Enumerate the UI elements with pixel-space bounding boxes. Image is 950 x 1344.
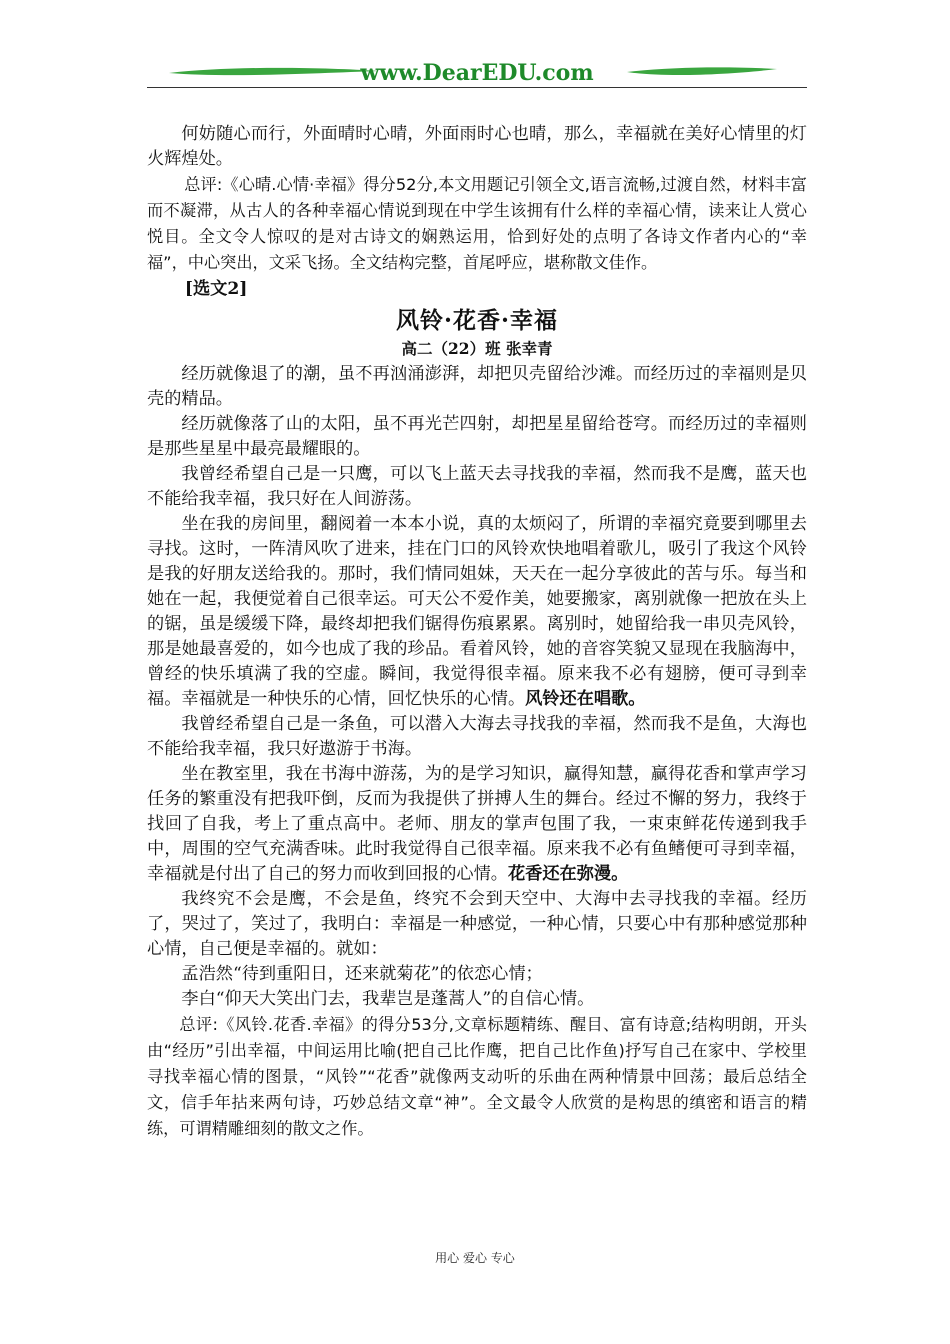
bold-phrase: 风铃还在唱歌。 (525, 689, 646, 709)
section-tag: [选文2] (184, 279, 248, 299)
bold-phrase: 花香还在弥漫。 (507, 864, 629, 884)
site-logo: www.DearEDU.com (360, 60, 594, 86)
paragraph: 经历就像落了山的太阳，虽不再光芒四射，却把星星留给苍穹。而经历过的幸福则是那些星星中最亮最耀眼的。 (147, 414, 807, 459)
page-header (147, 58, 807, 94)
paragraph (147, 762, 807, 887)
paragraph: 我曾经希望自己是一条鱼，可以潜入大海去寻找我的幸福，然而我不是鱼，大海也不能给我幸福，我只好遨游于书海。 (147, 714, 807, 759)
paragraph: 经历就像退了的潮，虽不再汹涌澎湃，却把贝壳留给沙滩。而经历过的幸福则是贝壳的精品。 (147, 364, 807, 409)
document-body (147, 122, 807, 1142)
paragraph-text: 坐在教室里，我在书海中游荡，为的是学习知识，赢得知慧，赢得花香和掌声学习任务的繁重没有把我吓倒，反而为我提供了拼搏人生的舞台。经过不懈的努力，我终于找回了自我，考上了重点高中。老师、朋友的掌声包围了我，一束束鲜花传递到我手中，周围的空气充满香味。此时我觉得自己很幸福。原来我不必有鱼鳍便可寻到幸福，幸福就是付出了自己的努力而收到回报的心情。 (147, 764, 807, 884)
paragraph: 何妨随心而行，外面晴时心晴，外面雨时心也晴，那么，幸福就在美好心情里的灯火辉煌处。 (147, 124, 807, 169)
review-paragraph: 总评:《心晴.心情·幸福》得分52分,本文用题记引领全文,语言流畅,过渡自然，材料丰富而不凝滞，从古人的各种幸福心情说到现在中学生该拥有什么样的幸福心情，读来让人赏心悦目。全文令人惊叹的是对古诗文的娴熟运用，恰到好处的点明了各诗文作者内心的“幸福”，中心突出，文采飞扬。全文结构完整，首尾呼应，堪称散文佳作。 (147, 175, 807, 272)
paragraph: 孟浩然“待到重阳日，还来就菊花”的依恋心情； (181, 964, 543, 984)
paragraph: 我曾经希望自己是一只鹰，可以飞上蓝天去寻找我的幸福，然而我不是鹰，蓝天也不能给我幸福，我只好在人间游荡。 (147, 464, 807, 509)
review-paragraph: 总评:《风铃.花香.幸福》的得分53分,文章标题精练、醒目、富有诗意;结构明朗，开头由“经历”引出幸福，中间运用比喻(把自己比作鹰，把自己比作鱼)抒写自己在家中、学校里寻找幸福心情的图景，“风铃”“花香”就像两支动听的乐曲在两种情景中回荡；最后总结全文，信手年拈来两句诗，巧妙总结文章“神”。全文最令人欣赏的是构思的缜密和语言的精练，可谓精雕细刻的散文之作。 (147, 1015, 807, 1138)
paragraph-text: 坐在我的房间里，翻阅着一本本小说，真的太烦闷了，所谓的幸福究竟要到哪里去寻找。这时，一阵清风吹了进来，挂在门口的风铃欢快地唱着歌儿，吸引了我这个风铃是我的好朋友送给我的。那时，我们情同姐妹，天天在一起分享彼此的苦与乐。每当和她在一起，我便觉着自己很幸运。可天公不爱作美，她要搬家，离别就像一把放在头上的锯，虽是缓缓下降，最终却把我们锯得伤痕累累。离别时，她留给我一串贝壳风铃，那是她最喜爱的，如今也成了我的珍品。看着风铃，她的音容笑貌又显现在我脑海中，曾经的快乐填满了我的空虚。瞬间，我觉得很幸福。原来我不必有翅膀，便可寻到幸福。幸福就是一种快乐的心情，回忆快乐的心情。 (147, 514, 807, 709)
essay-title: 风铃·花香·幸福 (395, 307, 558, 334)
essay-author: 高二（22）班 张幸青 (401, 339, 553, 358)
paragraph (147, 512, 807, 712)
page-footer: 用心 爱心 专心 (435, 1251, 515, 1265)
paragraph: 李白“仰天大笑出门去，我辈岂是蓬蒿人”的自信心情。 (181, 989, 595, 1009)
swoosh-left-decoration (169, 66, 379, 78)
paragraph: 我终究不会是鹰，不会是鱼，终究不会到天空中、大海中去寻找我的幸福。经历了，哭过了，笑过了，我明白：幸福是一种感觉，一种心情，只要心中有那种感觉那种心情，自己便是幸福的。就如： (147, 889, 807, 959)
swoosh-right-decoration (627, 66, 777, 78)
header-rule (147, 87, 807, 88)
